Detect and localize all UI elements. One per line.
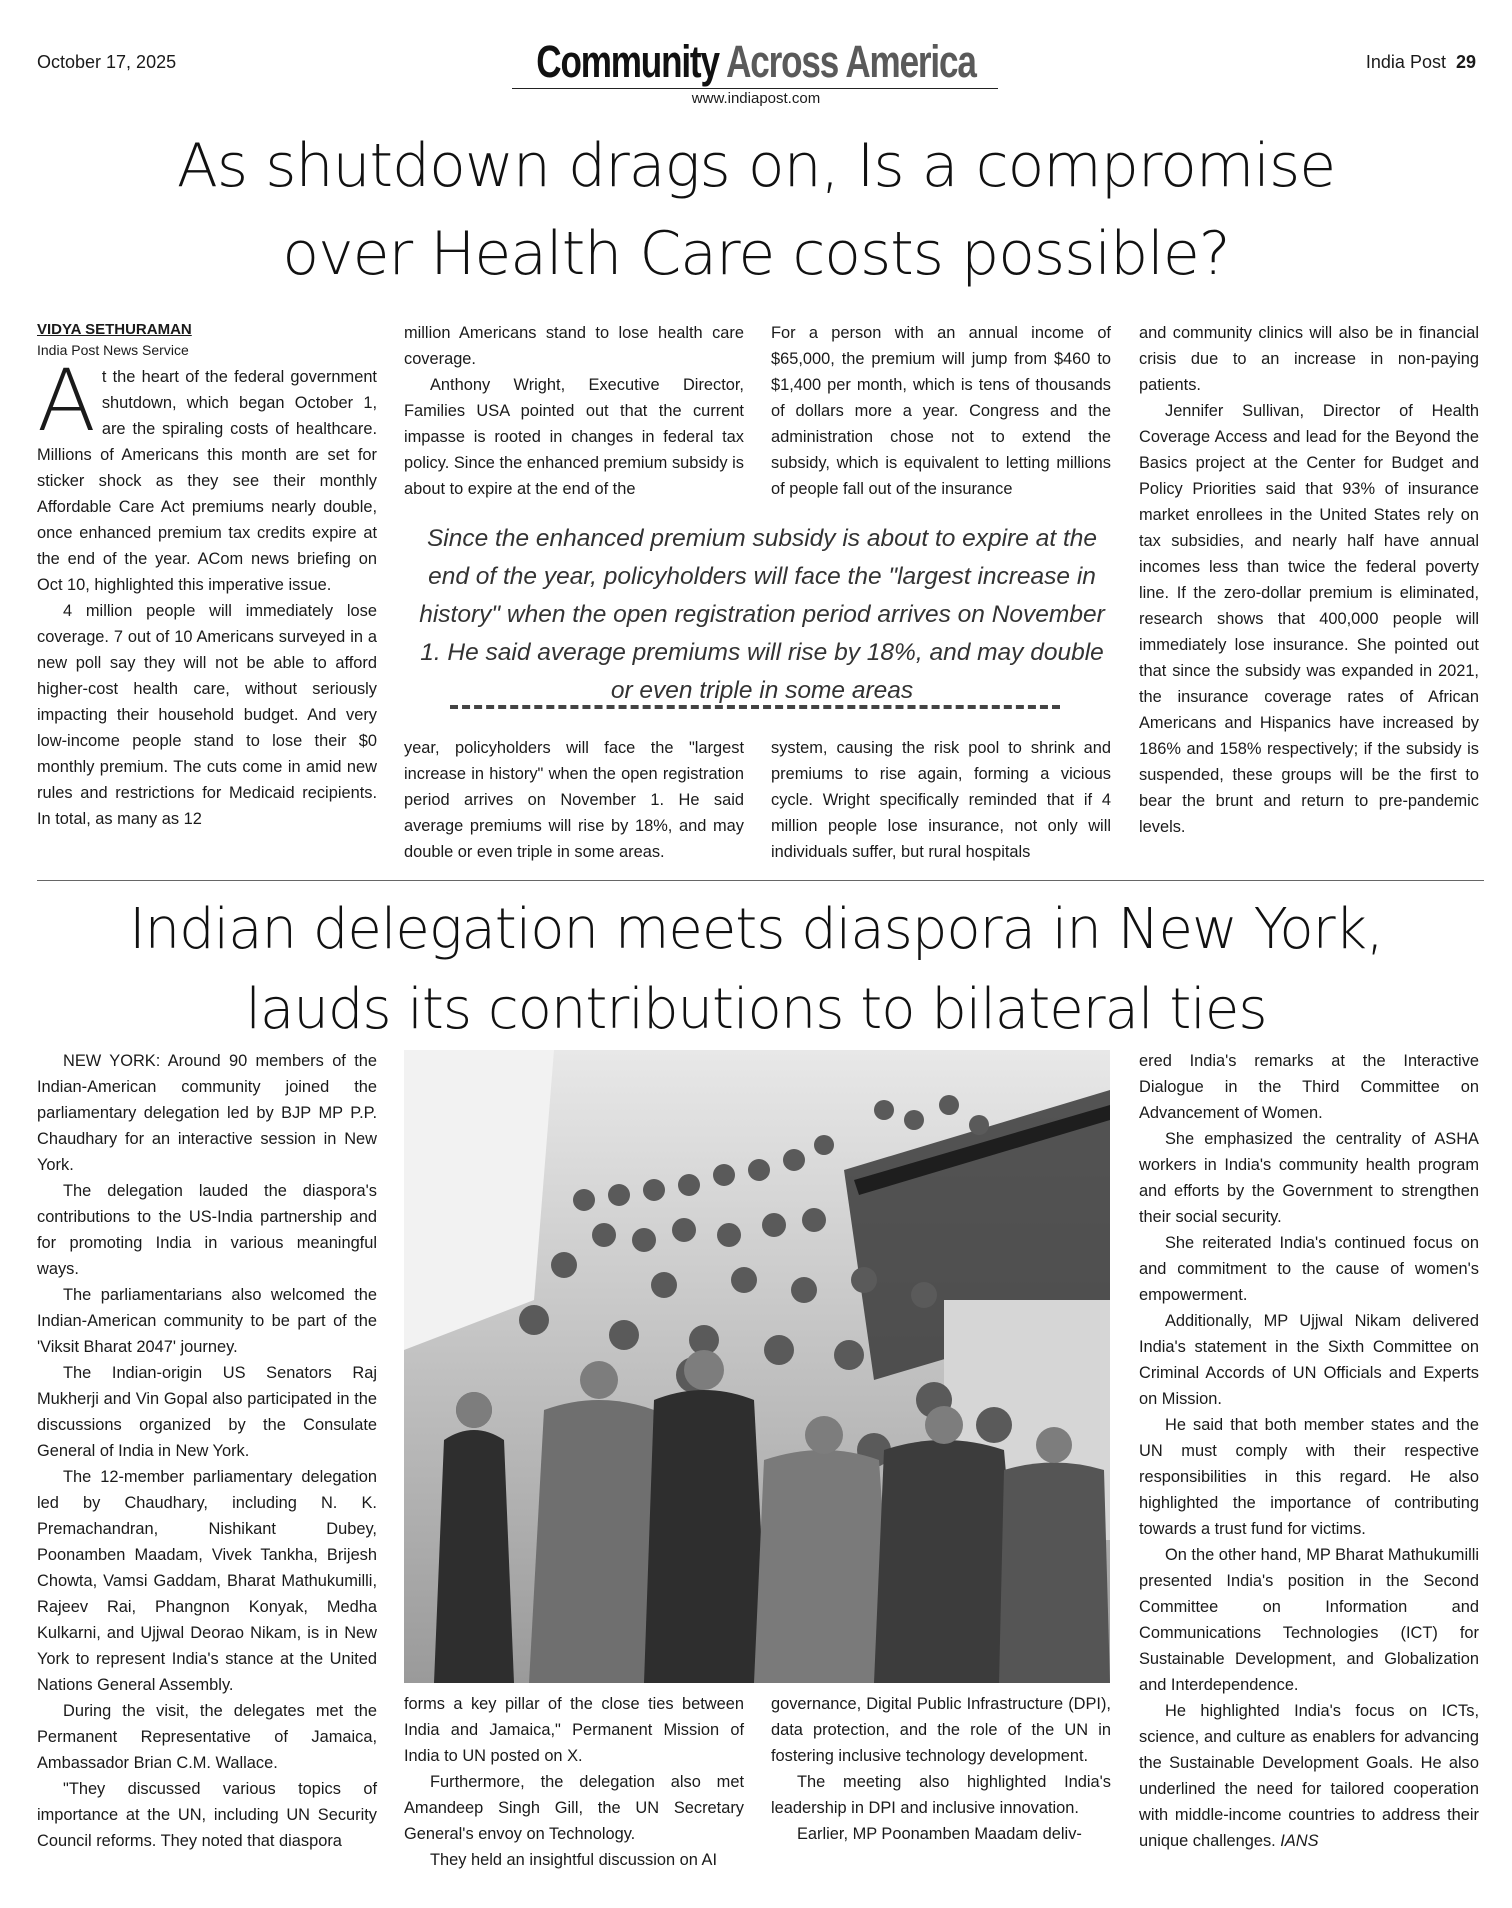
article2-headline-line1: Indian delegation meets diaspora in New York, bbox=[129, 897, 1383, 962]
paragraph: Additionally, MP Ujjwal Nikam delivered India's statement in the Sixth Committee on Criminal Accords of UN Officials and Experts on Mission. bbox=[1139, 1312, 1479, 1408]
article2-headline bbox=[30, 890, 1482, 1050]
delegation-group-photo bbox=[404, 1050, 1110, 1683]
article1-column-3-top bbox=[771, 320, 1111, 502]
paragraph: "They discussed various topics of importance at the UN, including UN Security Council reforms. They noted that diaspora bbox=[37, 1780, 377, 1850]
paragraph: The parliamentarians also welcomed the Indian-American community to be part of the 'Viksit Bharat 2047' journey. bbox=[37, 1286, 377, 1356]
paragraph: NEW YORK: Around 90 members of the Indian-American community joined the parliamentary delegation led by BJP MP P.P. Chaudhary for an interactive session in New York. bbox=[37, 1052, 377, 1174]
paragraph: 4 million people will immediately lose coverage. 7 out of 10 Americans surveyed in a new poll say they will not be able to afford higher-cost health care, without seriously impacting their household budget. And very low-income people stand to lose their $0 monthly premium. The cuts come in amid new rules and restrictions for Medicaid recipients. In total, as many as 12 bbox=[37, 602, 377, 828]
section-title bbox=[166, 36, 1345, 88]
paragraph: and community clinics will also be in financial crisis due to an increase in non-paying patients. bbox=[1139, 324, 1479, 394]
paragraph: governance, Digital Public Infrastructure (DPI), data protection, and the role of the UN in fostering inclusive technology development. bbox=[771, 1695, 1111, 1765]
paragraph: million Americans stand to lose health care coverage. bbox=[404, 324, 744, 368]
article1-headline-line1: As shutdown drags on, Is a compromise bbox=[176, 131, 1336, 201]
paragraph: Jennifer Sullivan, Director of Health Coverage Access and lead for the Beyond the Basics project at the Center for Budget and Policy Priorities said that 93% of insurance market enrollees in the United States rely on tax subsidies, and nearly half have annual incomes less than twice the federal poverty line. If the zero-dollar premium is eliminated, research shows that 400,000 people will immediately lose insurance. She pointed out that since the subsidy was expanded in 2021, the insurance coverage rates of African Americans and Hispanics have increased by 186% and 158% respectively; if the subsidy is suspended, these groups will be the first to bear the brunt and return to pre-pandemic levels. bbox=[1139, 402, 1479, 836]
paragraph-text: He highlighted India's focus on ICTs, science, and culture as enablers for advancing the Sustainable Development Goals. He also underlined the need for tailored cooperation with middle-income countries to address their unique challenges. bbox=[1139, 1702, 1479, 1850]
pull-quote-rule bbox=[450, 705, 1060, 709]
paragraph: For a person with an annual income of $65,000, the premium will jump from $460 to $1,400 per month, which is tens of thousands of dollars more a year. Congress and the administration chose not to extend the subsidy, which is equivalent to letting millions of people fall out of the insurance bbox=[771, 324, 1111, 498]
article1-column-1 bbox=[37, 320, 377, 832]
paragraph: system, causing the risk pool to shrink and premiums to rise again, forming a vicious cycle. Wright specifically reminded that if 4 million people lose insurance, not only will individuals suffer, but rural hospitals bbox=[771, 739, 1111, 861]
article2-column-2 bbox=[404, 1691, 744, 1873]
page-number: 29 bbox=[1455, 52, 1476, 72]
photo-illustration bbox=[404, 1050, 1110, 1683]
paragraph: year, policyholders will face the "largest increase in history" when the open registration period arrives on November 1. He said average premiums will rise by 18%, and may double or even triple in some areas. bbox=[404, 739, 744, 861]
paragraph: The 12-member parliamentary delegation led by Chaudhary, including N. K. Premachandran, Nishikant Dubey, Poonamben Maadam, Vivek Tankha, Brijesh Chowta, Vamsi Gaddam, Bharat Mathukumilli, Rajeev Rai, Phangnon Konyak, Medha Kulkarni, and Ujjwal Deorao Nikam, is in New York to represent India's stance at the United Nations General Assembly. bbox=[37, 1468, 377, 1694]
drop-cap: A bbox=[37, 351, 96, 451]
paragraph: Earlier, MP Poonamben Maadam deliv- bbox=[797, 1825, 1082, 1843]
paragraph: ered India's remarks at the Interactive Dialogue in the Third Committee on Advancement of Women. bbox=[1139, 1052, 1479, 1122]
article2-column-4 bbox=[1139, 1048, 1479, 1854]
paragraph: During the visit, the delegates met the Permanent Representative of Jamaica, Ambassador Brian C.M. Wallace. bbox=[37, 1702, 377, 1772]
news-service: India Post News Service bbox=[37, 342, 189, 358]
article1-column-2-top bbox=[404, 320, 744, 502]
author-byline: VIDYA SETHURAMAN bbox=[37, 321, 192, 338]
article1-column-3-bottom bbox=[771, 735, 1111, 865]
article1-column-4 bbox=[1139, 320, 1479, 840]
article-divider bbox=[37, 880, 1484, 881]
article1-column-2-bottom bbox=[404, 735, 744, 865]
paragraph: On the other hand, MP Bharat Mathukumilli presented India's position in the Second Committee on Information and Communications Technologies (ICT) for Sustainable Development, and Globalization and Interdependence. bbox=[1139, 1546, 1480, 1694]
article1-headline bbox=[30, 122, 1482, 298]
paragraph: The meeting also highlighted India's leadership in DPI and inclusive innovation. bbox=[771, 1773, 1111, 1817]
article2-headline-line2: lauds its contributions to bilateral ties bbox=[245, 977, 1267, 1042]
publication-info bbox=[1366, 52, 1476, 73]
news-credit: IANS bbox=[1280, 1832, 1319, 1850]
paragraph: She emphasized the centrality of ASHA workers in India's community health program and efforts by the Government to strengthen their social security. bbox=[1139, 1130, 1479, 1226]
paragraph: The delegation lauded the diaspora's contributions to the US-India partnership and for promoting India in various meaningful ways. bbox=[37, 1182, 377, 1278]
article2-column-3 bbox=[771, 1691, 1111, 1847]
pull-quote: Since the enhanced premium subsidy is about to expire at the end of the year, policyholders will face the "largest increase in history" when the open registration period arrives on November 1. He said average premiums will rise by 18%, and may double or even triple in some areas bbox=[419, 525, 1105, 704]
article1-headline-line2: over Health Care costs possible? bbox=[282, 219, 1230, 289]
paragraph: They held an insightful discussion on AI bbox=[430, 1851, 718, 1869]
paragraph: Anthony Wright, Executive Director, Families USA pointed out that the current impasse is rooted in changes in federal tax policy. Since the enhanced premium subsidy is about to expire at the end of the bbox=[404, 376, 744, 498]
section-title-part1: Community bbox=[536, 36, 719, 87]
paragraph: He said that both member states and the UN must comply with their respective responsibilities in this regard. He also highlighted the importance of contributing towards a trust fund for victims. bbox=[1139, 1416, 1479, 1538]
article2-column-1 bbox=[37, 1048, 377, 1854]
website-url[interactable]: www.indiapost.com bbox=[691, 90, 821, 107]
paragraph: She reiterated India's continued focus on and commitment to the cause of women's empowerment. bbox=[1139, 1234, 1479, 1304]
section-title-part2: Across America bbox=[726, 36, 976, 87]
paragraph: t the heart of the federal government shutdown, which began October 1, are the spiraling costs of healthcare. Millions of Americans this month are set for sticker shock as they see their monthly Affordable Care Act premiums nearly double, once enhanced premium tax credits expire at the end of the year. ACom news briefing on Oct 10, highlighted this imperative issue. bbox=[37, 368, 377, 594]
publication-name: India Post bbox=[1365, 52, 1446, 72]
issue-date: October 17, 2025 bbox=[37, 52, 177, 72]
paragraph: forms a key pillar of the close ties between India and Jamaica," Permanent Mission of India to UN posted on X. bbox=[404, 1695, 744, 1765]
paragraph bbox=[1139, 1698, 1479, 1854]
paragraph: The Indian-origin US Senators Raj Mukherji and Vin Gopal also participated in the discussions organized by the Consulate General of India in New York. bbox=[37, 1364, 377, 1460]
paragraph: Furthermore, the delegation also met Amandeep Singh Gill, the UN Secretary General's envoy on Technology. bbox=[404, 1773, 744, 1843]
masthead-rule bbox=[512, 88, 998, 89]
